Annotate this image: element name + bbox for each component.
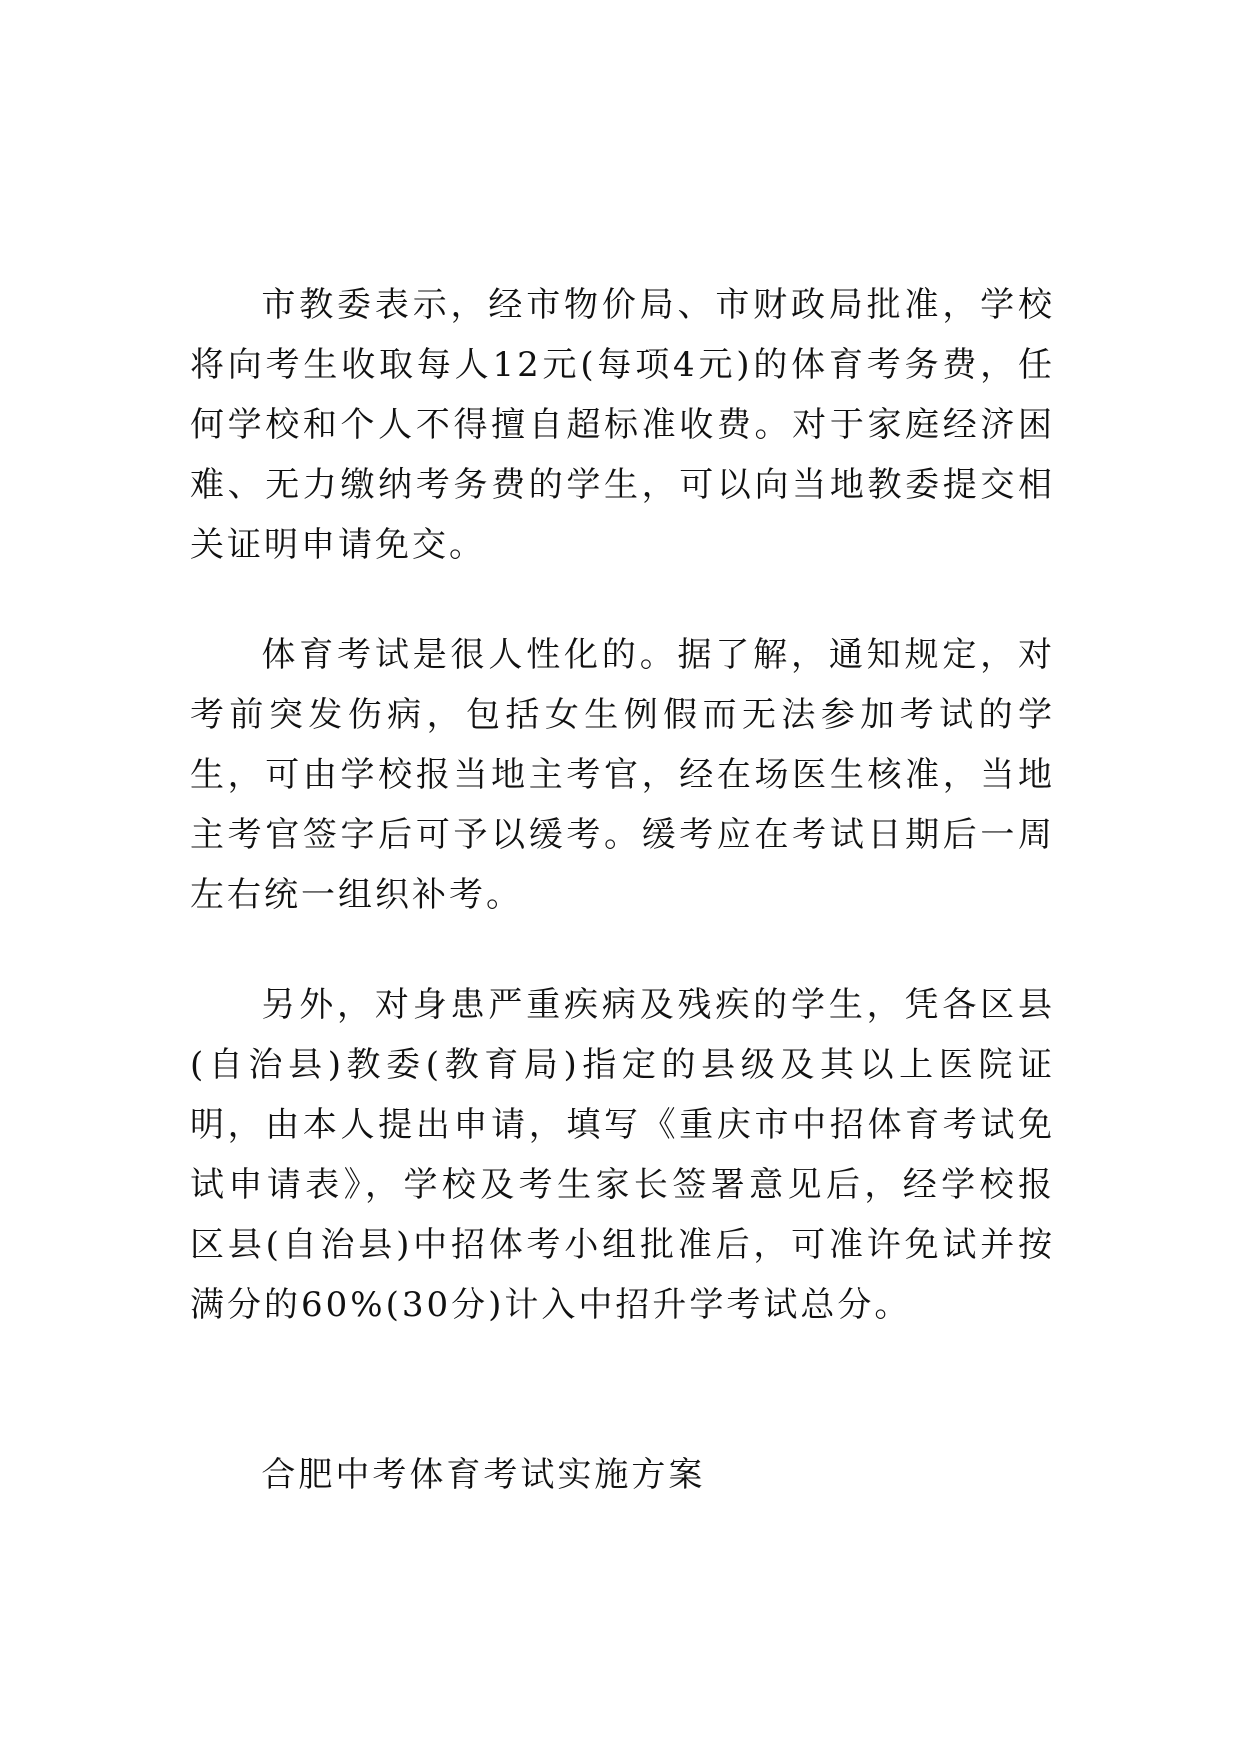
section-heading-hefei-plan: 合肥中考体育考试实施方案: [261, 1455, 706, 1495]
paragraph-exemption: 另外，对身患严重疾病及残疾的学生，凭各区县(自治县)教委(教育局)指定的县级及其以上医院证明，由本人提出申请，填写《重庆市中招体育考试免试申请表》，学校及考生家长签署意见后，经学校报区县(自治县)中招体考小组批准后，可准许免试并按满分的60%(30分)计入中招升学考试总分。: [190, 985, 1055, 1325]
paragraph-exam-fee: 市教委表示，经市物价局、市财政局批准，学校将向考生收取每人12元(每项4元)的体育考务费，任何学校和个人不得擅自超标准收费。对于家庭经济困难、无力缴纳考务费的学生，可以向当地教委提交相关证明申请免交。: [190, 285, 1055, 565]
paragraph-deferred-exam: 体育考试是很人性化的。据了解，通知规定，对考前突发伤病，包括女生例假而无法参加考试的学生，可由学校报当地主考官，经在场医生核准，当地主考官签字后可予以缓考。缓考应在考试日期后一周左右统一组织补考。: [190, 635, 1055, 915]
